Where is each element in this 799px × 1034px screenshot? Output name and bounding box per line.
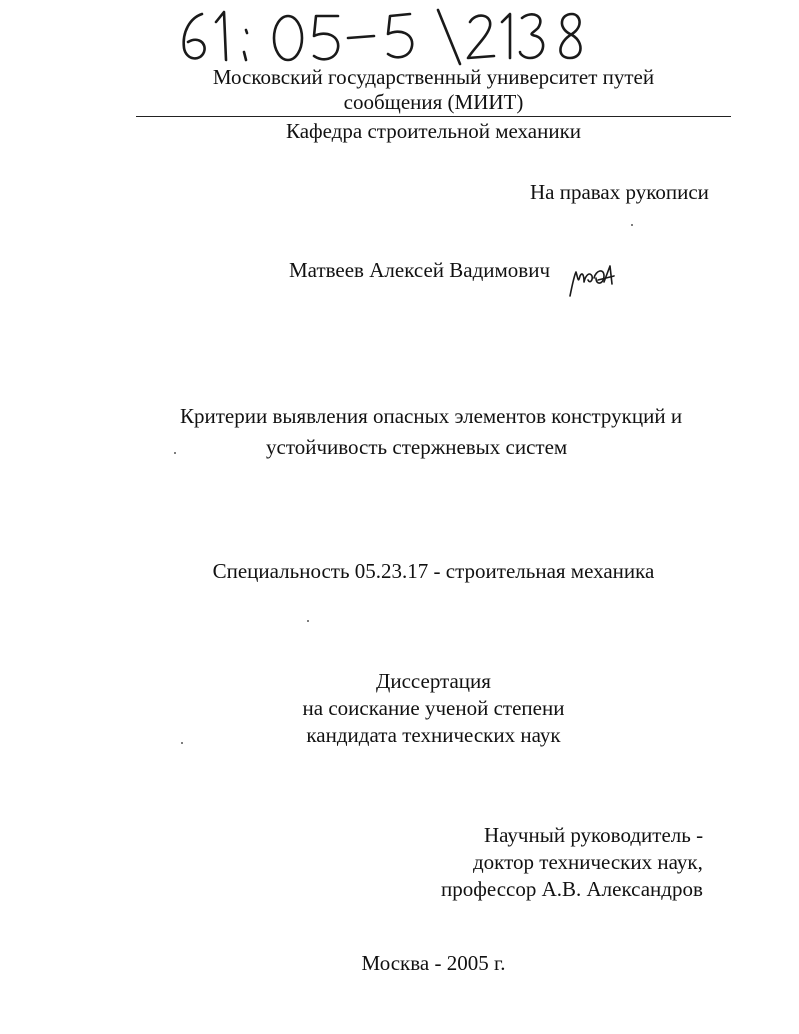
scan-speck (307, 620, 309, 622)
supervisor-line3: профессор А.В. Александров (441, 877, 703, 901)
supervisor-line1: Научный руководитель - (484, 823, 704, 847)
header-divider (136, 116, 731, 117)
university-name-line2: сообщения (МИИТ) (343, 90, 524, 114)
scan-speck (181, 742, 183, 744)
dissertation-type-line1: Диссертация (376, 669, 491, 693)
archive-code-handwriting (176, 8, 606, 66)
city-and-year: Москва - 2005 г. (361, 951, 506, 975)
dissertation-type-line3: кандидата технических наук (306, 723, 561, 747)
supervisor-line2: доктор технических наук, (473, 850, 703, 874)
author-signature (566, 262, 616, 300)
dissertation-title-line2: устойчивость стержневых систем (266, 435, 568, 459)
dissertation-type-line2: на соискание ученой степени (302, 696, 565, 720)
university-name-line1: Московский государственный университет путей (212, 65, 655, 89)
signature-scribble (566, 262, 616, 300)
manuscript-rights-note: На правах рукописи (530, 180, 709, 204)
dissertation-title-line1: Критерии выявления опасных элементов конструкций и (180, 404, 683, 428)
handwritten-archive-code (176, 8, 606, 66)
scan-speck (631, 224, 633, 226)
author-name: Матвеев Алексей Вадимович (289, 258, 551, 282)
department-name: Кафедра строительной механики (285, 119, 582, 143)
scan-speck (174, 452, 176, 454)
specialty-line: Специальность 05.23.17 - строительная механика (212, 559, 655, 583)
